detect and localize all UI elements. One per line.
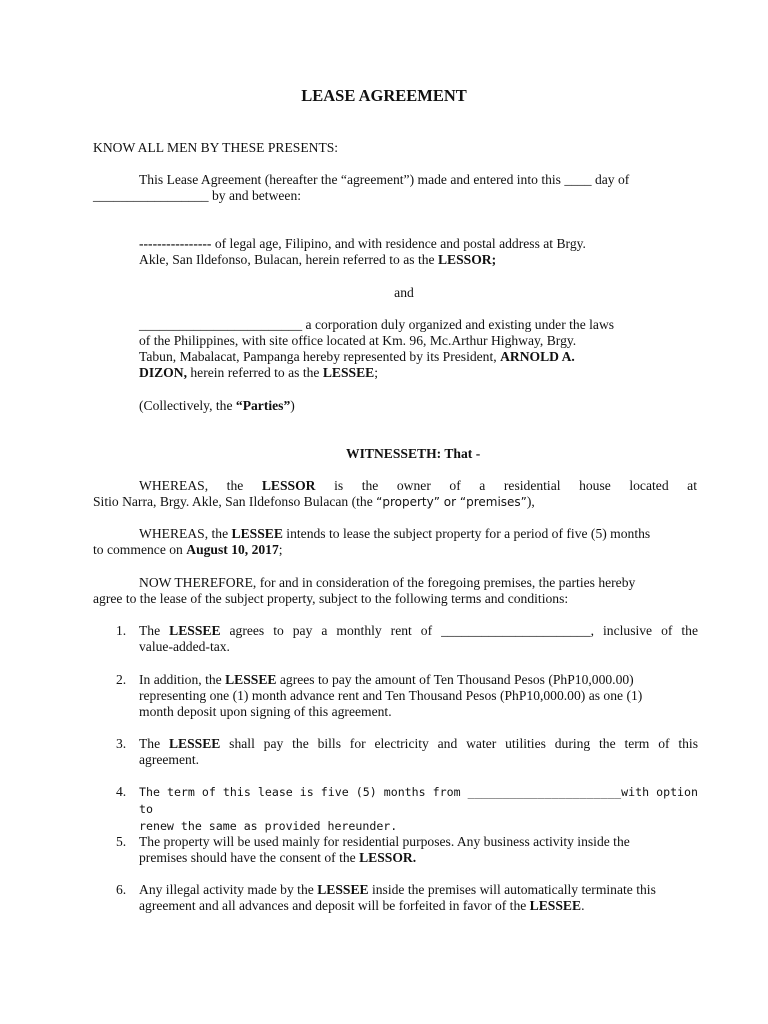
term-item-6: [116, 882, 698, 914]
witnesseth-heading: WITNESSETH: That -: [346, 446, 481, 461]
lessee-label: LESSEE: [322, 365, 375, 380]
item5-a: The property will be used mainly for residential purposes. Any business activity inside the: [139, 834, 630, 849]
collectively-pre: (Collectively, the: [139, 398, 236, 413]
opening-paragraph: [93, 172, 697, 204]
parties-label: “Parties”: [235, 398, 291, 413]
opening-line-2: _________________ by and between:: [93, 188, 302, 203]
lessee-end: ;: [374, 365, 379, 380]
lessor-label: LESSOR;: [437, 252, 497, 267]
now-line-1: NOW THEREFORE, for and in consideration of the foregoing premises, the parties hereby: [139, 575, 636, 590]
item3-lessee: LESSEE: [168, 736, 221, 751]
item6-c: inside the premises will automatically terminate this: [368, 882, 656, 897]
item4-b: renew the same as provided hereunder.: [139, 819, 398, 833]
item6-a: Any illegal activity made by the: [139, 882, 318, 897]
item6-d: agreement and all advances and deposit will be forfeited in favor of the: [139, 898, 530, 913]
item2-c: agrees to pay the amount of Ten Thousand Pesos (PhP10,000.00): [276, 672, 634, 687]
item6-lessee: LESSEE: [317, 882, 369, 897]
item-number: 3.: [116, 736, 127, 751]
collectively-line: [139, 398, 295, 414]
item-number: 4.: [116, 784, 127, 799]
whereas-1: [93, 478, 697, 510]
item6-lessee-2: LESSEE: [529, 898, 582, 913]
term-item-1: [116, 623, 698, 655]
item2-d: representing one (1) month advance rent and Ten Thousand Pesos (PhP10,000.00) as one (1): [139, 688, 643, 703]
lessor-text-1: of legal age, Filipino, and with residence and postal address at Brgy.: [211, 236, 586, 251]
item3-a: The: [139, 736, 169, 751]
lessee-line-3: Tabun, Mabalacat, Pampanga hereby represented by its President,: [139, 349, 501, 364]
term-item-5: [116, 834, 698, 866]
now-therefore: [93, 575, 697, 607]
now-line-2: agree to the lease of the subject property, subject to the following terms and conditions:: [93, 591, 569, 606]
item-number: 5.: [116, 834, 127, 849]
whereas2-end: ;: [278, 542, 283, 557]
item4-a: The term of this lease is five (5) months from ______________________with option to: [139, 785, 698, 816]
whereas1-line2: Sitio Narra, Brgy. Akle, San Ildefonso Bulacan (the: [93, 494, 377, 509]
item2-lessee: LESSEE: [225, 672, 277, 687]
collectively-post: ): [290, 398, 295, 413]
lessor-name-blank: ----------------: [139, 236, 212, 251]
whereas1-lessor: LESSOR: [261, 478, 316, 493]
term-item-4: [116, 784, 698, 835]
whereas2-lessee: LESSEE: [231, 526, 283, 541]
lessee-line-1: ________________________ a corporation duly organized and existing under the laws: [139, 317, 615, 332]
whereas2-pre: WHEREAS, the: [139, 526, 232, 541]
lessee-paragraph: [139, 317, 649, 381]
item3-d: agreement.: [139, 752, 200, 767]
item2-e: month deposit upon signing of this agreement.: [139, 704, 392, 719]
item1-d: value-added-tax.: [139, 639, 230, 654]
item-number: 6.: [116, 882, 127, 897]
and-separator: and: [394, 285, 414, 300]
term-item-3: [116, 736, 698, 768]
whereas1-end: ),: [526, 494, 535, 509]
document-title: LEASE AGREEMENT: [301, 86, 467, 105]
item1-lessee: LESSEE: [169, 623, 221, 638]
whereas2-line2: to commence on: [93, 542, 187, 557]
opening-line-1: This Lease Agreement (hereafter the “agreement”) made and entered into this ____ day of: [139, 172, 630, 187]
item1-a: The: [139, 623, 170, 638]
item5-b: premises should have the consent of the: [139, 850, 360, 865]
item1-c: agrees to pay a monthly rent of ______________________, inclusive of the: [220, 623, 698, 638]
commencement-date: August 10, 2017: [186, 542, 279, 557]
item5-lessor: LESSOR.: [359, 850, 417, 865]
whereas1-post: is the owner of a residential house located at: [315, 478, 697, 493]
item2-a: In addition, the: [139, 672, 226, 687]
item6-end: .: [581, 898, 585, 913]
whereas2-post: intends to lease the subject property for a period of five (5) months: [282, 526, 651, 541]
item3-c: shall pay the bills for electricity and water utilities during the term of this: [220, 736, 698, 751]
intro-line: KNOW ALL MEN BY THESE PRESENTS:: [93, 140, 339, 155]
president-name-a: ARNOLD A.: [500, 349, 575, 364]
lessee-line-2: of the Philippines, with site office located at Km. 96, Mc.Arthur Highway, Brgy.: [139, 333, 577, 348]
lessee-line-4: herein referred to as the: [186, 365, 323, 380]
whereas1-property: “property” or “premises”: [376, 495, 527, 509]
president-name-b: DIZON,: [139, 365, 187, 380]
whereas-2: [93, 526, 697, 558]
item-number: 1.: [116, 623, 127, 638]
item-number: 2.: [116, 672, 127, 687]
whereas1-pre: WHEREAS, the: [139, 478, 262, 493]
lessor-text-2: Akle, San Ildefonso, Bulacan, herein referred to as the: [139, 252, 438, 267]
lessor-paragraph: [139, 236, 649, 268]
term-item-2: [116, 672, 698, 720]
